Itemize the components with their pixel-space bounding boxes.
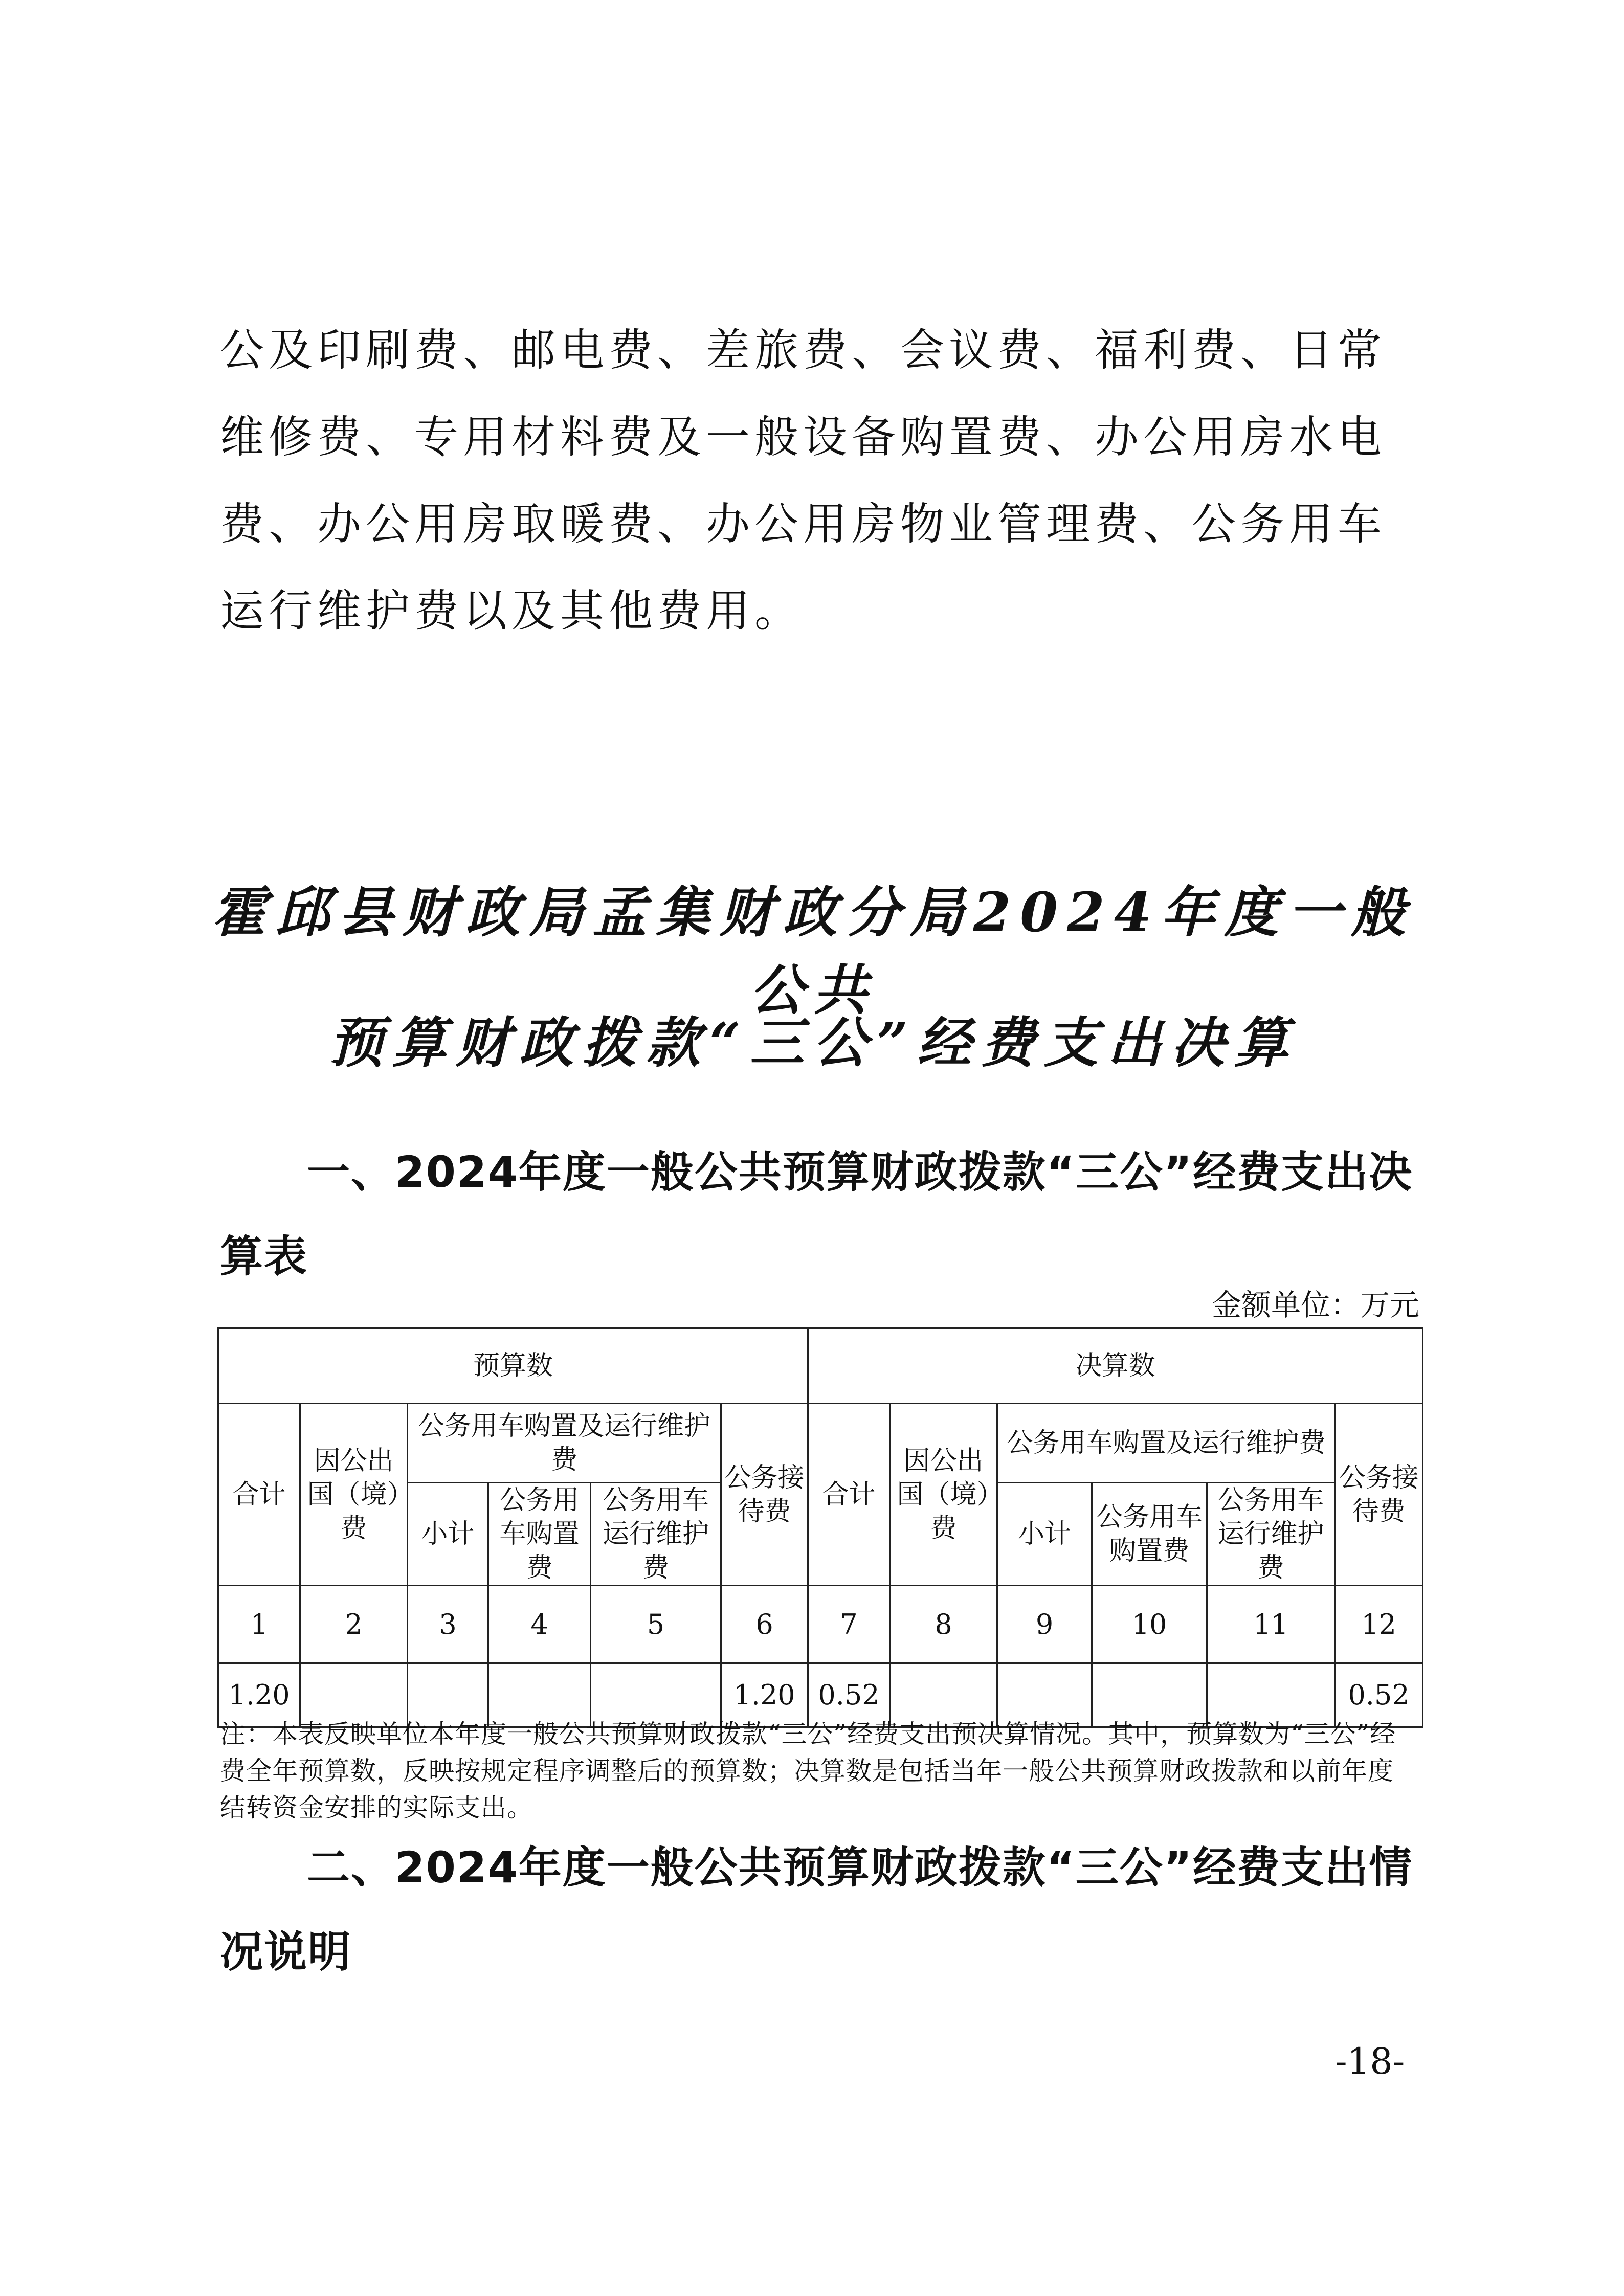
index-cell: 9 (997, 1586, 1092, 1663)
index-cell: 7 (808, 1586, 890, 1663)
col-header-subtotal: 小计 (997, 1483, 1092, 1586)
col-header-vehicle-operation: 公务用车运行维护费 (1207, 1483, 1335, 1586)
col-header-vehicle: 公务用车购置及运行维护费 (408, 1404, 721, 1483)
col-header-vehicle: 公务用车购置及运行维护费 (997, 1404, 1335, 1483)
col-header-reception: 公务接待费 (721, 1404, 808, 1586)
index-cell: 12 (1335, 1586, 1423, 1663)
col-header-reception: 公务接待费 (1335, 1404, 1423, 1586)
index-cell: 6 (721, 1586, 808, 1663)
intro-paragraph: 公及印刷费、邮电费、差旅费、会议费、福利费、日常维修费、专用材料费及一般设备购置费、办公用房水电费、办公用房取暖费、办公用房物业管理费、公务用车运行维护费以及其他费用。 (220, 325, 1386, 637)
col-header-vehicle-operation: 公务用车运行维护费 (591, 1483, 721, 1586)
index-cell: 1 (218, 1586, 300, 1663)
index-cell: 3 (408, 1586, 488, 1663)
section-1-heading: 一、2024年度一般公共预算财政拨款“三公”经费支出决算表 (220, 1147, 1413, 1281)
index-cell: 4 (488, 1586, 591, 1663)
unit-label: 金额单位：万元 (1211, 1288, 1419, 1322)
value-cell: 0.52 (1335, 1663, 1423, 1727)
index-cell: 5 (591, 1586, 721, 1663)
three-public-expenses-table (217, 1327, 1423, 1728)
col-header-vehicle-purchase: 公务用车购置费 (488, 1483, 591, 1586)
group-header-budget: 预算数 (218, 1328, 808, 1404)
col-header-total: 合计 (808, 1404, 890, 1586)
col-header-overseas-travel: 因公出国（境）费 (890, 1404, 997, 1586)
page-number: -18- (1335, 2040, 1405, 2082)
col-header-subtotal: 小计 (408, 1483, 488, 1586)
table-note: 注：本表反映单位本年度一般公共预算财政拨款“三公”经费支出预决算情况。其中，预算数为“三公”经费全年预算数，反映按规定程序调整后的预算数；决算数是包括当年一般公共预算财政拨款和以前年度结转资金安排的实际支出。 (220, 1719, 1396, 1822)
col-header-vehicle-purchase: 公务用车购置费 (1092, 1483, 1207, 1586)
document-title-line-1: 霍邱县财政局孟集财政分局2024年度一般公共 (212, 880, 1415, 1022)
value-cell: 1.20 (218, 1663, 300, 1727)
col-header-total: 合计 (218, 1404, 300, 1586)
index-cell: 11 (1207, 1586, 1335, 1663)
index-cell: 8 (890, 1586, 997, 1663)
document-title-line-2: 预算财政拨款“三公”经费支出决算 (329, 1010, 1298, 1074)
value-cell: 0.52 (808, 1663, 890, 1727)
index-cell: 10 (1092, 1586, 1207, 1663)
value-cell: 1.20 (721, 1663, 808, 1727)
index-cell: 2 (300, 1586, 408, 1663)
section-2-heading: 二、2024年度一般公共预算财政拨款“三公”经费支出情况说明 (220, 1842, 1413, 1977)
group-header-final: 决算数 (808, 1328, 1423, 1404)
col-header-overseas-travel: 因公出国（境）费 (300, 1404, 408, 1586)
